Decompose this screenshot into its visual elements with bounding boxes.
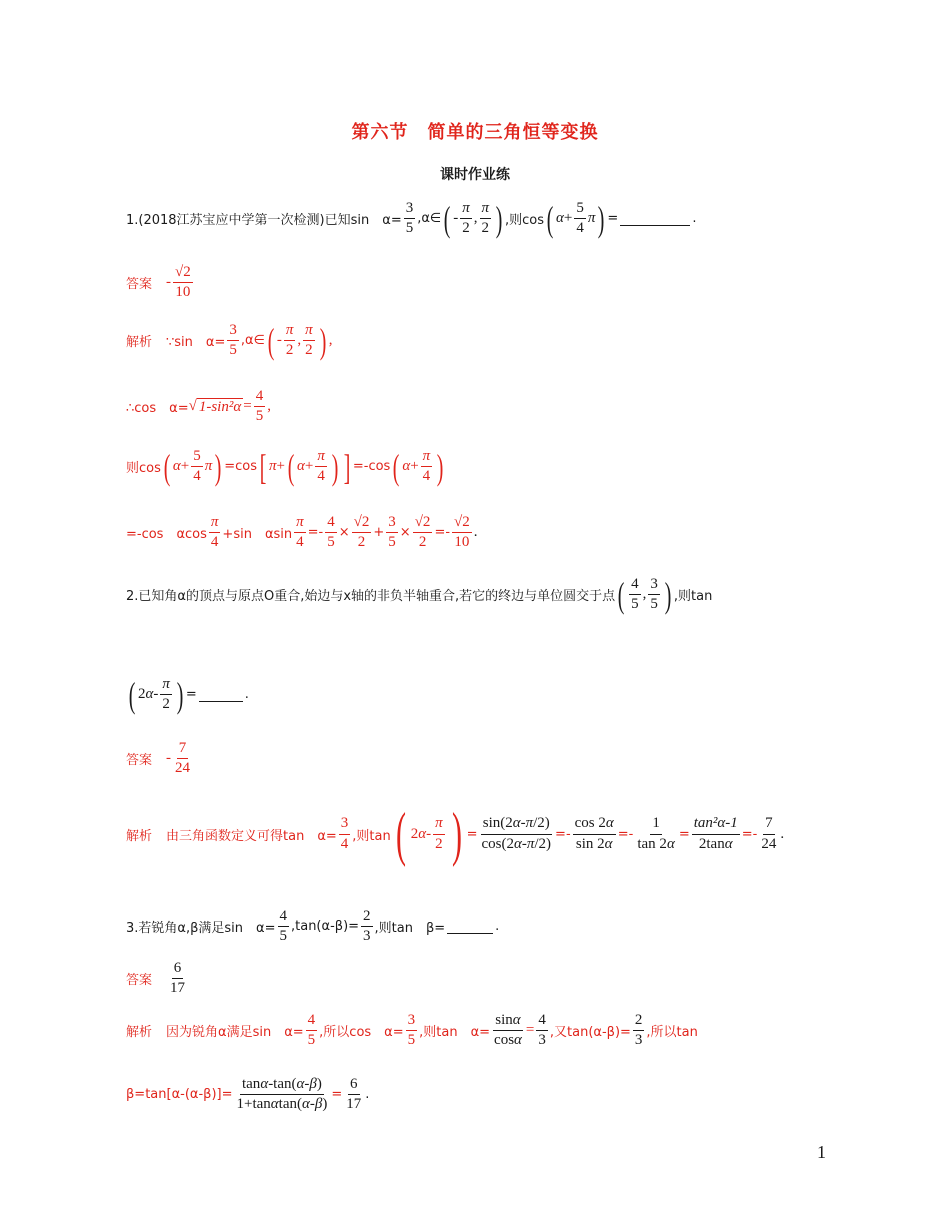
section-subtitle: 课时作业练 [440, 167, 510, 183]
analysis-2: 解析 由三角函数定义可得tan α= $\frac{3}{4}$ ,则tan ( 2 α - $\frac{\pi}{2}$ ) = $\frac{\sin(2\alpha-\pi/2)}{\cos(2\alpha-\pi/2)}$ =- $\frac{\cos 2\alpha}{\sin 2\alpha}$ =- $\frac{1}{\tan 2\alpha}$ = $\frac{\text{tan²α-1}}{2\tan\alpha}$ =- $\frac{7}{24}$ . [126, 801, 785, 867]
analysis-3-line-2: β=tan[α-(α-β)]= $\frac{\tan\alpha-\tan(\alpha-\beta)}{1+\tan\alpha\tan(\alpha-\beta)}$ = $\frac{6}{17}$ . [126, 1076, 370, 1113]
answer-2: 答案 - $\frac{7}{24}$ [126, 740, 191, 777]
analysis-3-line-1: 解析 因为锐角α满足sin α= $\frac{4}{5}$ ,所以cos α= $\frac{3}{5}$ ,则tan α= $\frac{\sin\alpha}{\cos\alpha}$ = $\frac{4}{3}$ ,又tan(α-β)= $\frac{2}{3}$ ,所以tan [126, 1012, 698, 1049]
answer-3: 答案 $\frac{6}{17}$ [126, 960, 186, 997]
answer-blank[interactable] [199, 687, 243, 702]
answer-1: 答案 - $\frac{√2}{10}$ [126, 264, 191, 301]
answer-blank[interactable] [620, 211, 690, 226]
page-number: 1 [817, 1142, 826, 1162]
question-2: 2.已知角α的顶点与原点O重合,始边与x轴的非负半轴重合,若它的终边与单位圆交于点 ( $\frac{4}{5}$ , $\frac{3}{5}$ ) ,则tan [126, 574, 713, 615]
question-2-cont: ( 2 α - $\frac{\pi}{2}$ ) = . [128, 674, 249, 715]
analysis-1-line-3: 则cos ( α + $\frac{5}{4}$ π ) =cos [ π + ( α + $\frac{\pi}{4}$ ) ] =-cos ( α + $\frac{\pi}{4}$ ) [126, 446, 444, 487]
analysis-1-line-2: ∴cos α= √ 1-sin²α = $\frac{4}{5}$ , [126, 388, 271, 425]
answer-label: 答案 [126, 277, 153, 293]
section-title: 第六节 简单的三角恒等变换 [351, 122, 599, 143]
analysis-label: 解析 [126, 335, 153, 351]
analysis-1-line-4: =-cos αcos $\frac{\pi}{4}$ +sin αsin $\frac{\pi}{4}$ =- $\frac{4}{5}$ × $\frac{√2}{2}$ + $\frac{3}{5}$ × $\frac{√2}{2}$ =- $\frac{√2}{10}$ . [126, 514, 478, 551]
analysis-1-line-1: 解析 ∵sin α= $\frac{3}{5}$ ,α∈ ( - $\frac{\pi}{2}$ , $\frac{\pi}{2}$ ) , [126, 320, 333, 361]
answer-blank[interactable] [447, 919, 493, 934]
question-1: 1.(2018江苏宝应中学第一次检测)已知sin α= $\frac{3}{5}$ ,α∈ ( - $\frac{\pi}{2}$ , $\frac{\pi}{2}$ ) ,则cos ( α + $\frac{5}{4}$ π ) = . [126, 198, 697, 239]
question-3: 3.若锐角α,β满足sin α= $\frac{4}{5}$ ,tan(α-β)= $\frac{2}{3}$ ,则tan β= . [126, 908, 500, 945]
